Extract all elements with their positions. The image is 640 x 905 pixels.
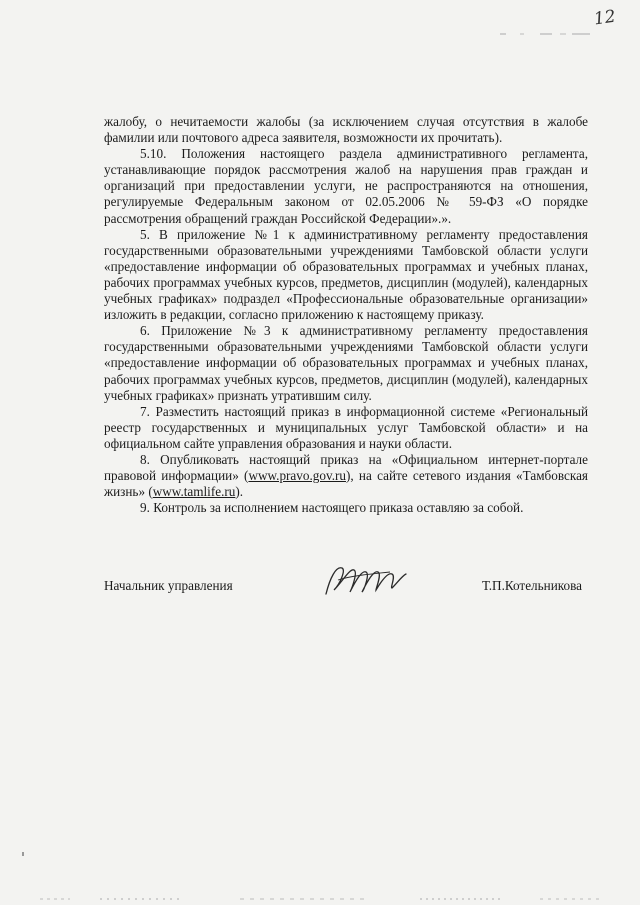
paragraph-item-9: 9. Контроль за исполнением настоящего приказа оставляю за собой. (140, 500, 524, 516)
page-number: 12 (593, 6, 618, 30)
order-body (104, 114, 588, 516)
scan-specks-top (500, 32, 590, 36)
paragraph-5-10: 5.10. Положения настоящего раздела административного регламента, устанавливающие порядок рассмотрения жалоб на нарушения прав граждан и организаций при предоставлении услуги, не распространяются на отношения, регулируемые Федеральным законом от 02.05.2006 № 59-ФЗ «О порядке рассмотрения обращений граждан Российской Федерации».». (104, 146, 588, 226)
item-8-text-after: ). (235, 484, 244, 500)
signer-name: Т.П.Котельникова (482, 578, 582, 593)
item-8-text-before: 8. Опубликовать настоящий приказ на «Официальном интернет-портале правовой информации» ( (104, 451, 588, 484)
scan-specks-bottom (40, 897, 600, 901)
paragraph-item-5: 5. В приложение №1 к административному регламенту предоставления государственными образовательными учреждениями Тамбовской области услуги «предоставление информации об образовательных программах и учебных планах, рабочих программах учебных курсов, предметов, дисциплин (модулей), календарных учебных графиках» подраздел «Профессиональные образовательные организации» изложить в редакции, согласно приложению к настоящему приказу. (104, 226, 588, 323)
paragraph-continuation: жалобу, о нечитаемости жалобы (за исключением случая отсутствия в жалобе фамилии или почтового адреса заявителя, возможности их прочитать). (104, 114, 588, 146)
paragraph-item-7: 7. Разместить настоящий приказ в информационной системе «Региональный реестр государственных и муниципальных услуг Тамбовской области» и на официальном сайте управления образования и науки области. (104, 403, 588, 451)
handwritten-signature (320, 560, 410, 602)
link-pravo-gov[interactable]: www.pravo.gov.ru (248, 468, 346, 484)
scan-speck-left (22, 852, 24, 856)
signer-title: Начальник управления (104, 578, 233, 593)
signature-block (104, 568, 588, 608)
link-tamlife[interactable]: www.tamlife.ru (152, 484, 236, 500)
item-8-text-middle: ), на сайте сетевого издания «Тамбовская жизнь» ( (104, 468, 588, 500)
paragraph-item-8 (104, 452, 588, 500)
paragraph-item-6: 6. Приложение №3 к административному регламенту предоставления государственными образовательными учреждениями Тамбовской области услуги «предоставление информации об образовательных программах и учебных планах, рабочих программах учебных курсов, предметов, дисциплин (модулей), календарных учебных графиках» признать утратившим силу. (104, 323, 588, 403)
